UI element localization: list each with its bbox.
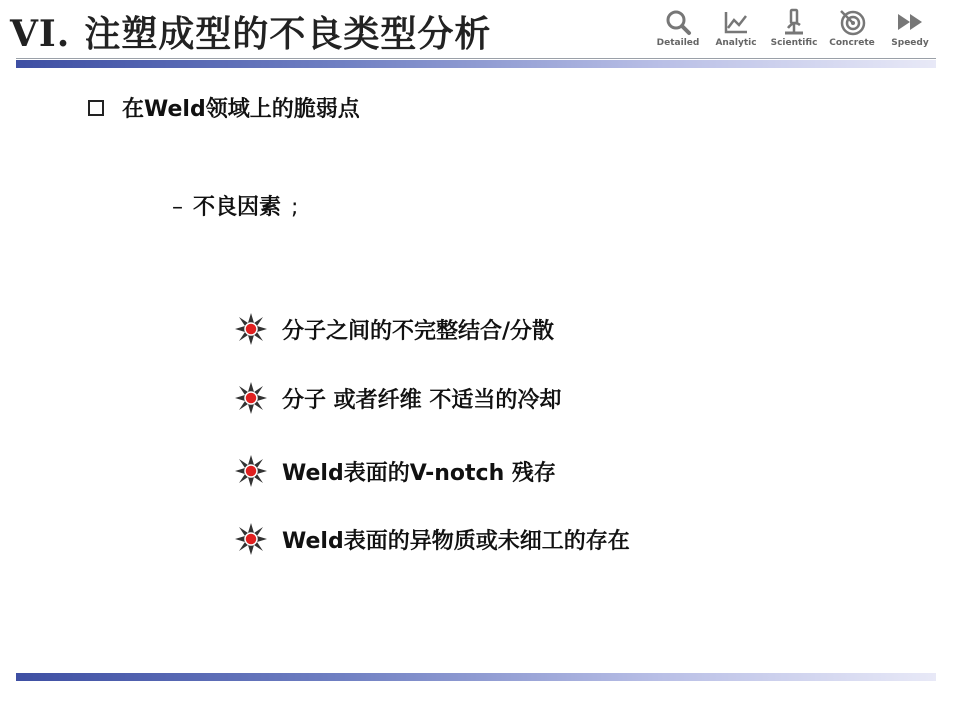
slide-number: VI. (10, 13, 71, 55)
section-heading (88, 92, 360, 123)
list-item (234, 522, 630, 556)
checkbox-bullet-icon (88, 100, 104, 116)
list-item-text: Weld表面的V-notch 残存 (282, 460, 556, 486)
starburst-bullet-icon (234, 522, 268, 556)
starburst-bullet-icon (234, 381, 268, 415)
starburst-bullet-icon (234, 454, 268, 488)
list-item (234, 312, 554, 346)
subheading (172, 190, 298, 221)
list-item (234, 381, 561, 415)
fast-forward-icon (896, 8, 924, 36)
footer-gradient-bar (16, 673, 936, 681)
header-gradient-bar (16, 60, 936, 68)
microscope-icon (780, 8, 808, 36)
starburst-bullet-icon (234, 312, 268, 346)
header-rule (16, 58, 936, 59)
list-item-text: Weld表面的异物质或未细工的存在 (282, 528, 630, 554)
subheading-text: 不良因素 (193, 195, 282, 220)
subheading-suffix: ; (291, 195, 299, 220)
list-item-text: 分子 或者纤维 不适当的冷却 (282, 387, 562, 413)
dash-bullet: – (172, 195, 183, 220)
slide-title (10, 6, 491, 57)
list-item (234, 454, 556, 488)
slide-title-text: 注塑成型的不良类型分析 (84, 13, 492, 55)
header-icon-strip (654, 8, 934, 48)
header-icon-scientific: Scientific (770, 8, 818, 48)
target-icon (838, 8, 866, 36)
header-icon-analytic: Analytic (712, 8, 760, 48)
section-heading-text: 在Weld领域上的脆弱点 (122, 97, 360, 122)
header-icon-speedy: Speedy (886, 8, 934, 48)
list-item-text: 分子之间的不完整结合/分散 (282, 318, 555, 344)
header-icon-detailed: Detailed (654, 8, 702, 48)
header-icon-concrete: Concrete (828, 8, 876, 48)
magnifier-icon (664, 8, 692, 36)
line-chart-icon (722, 8, 750, 36)
